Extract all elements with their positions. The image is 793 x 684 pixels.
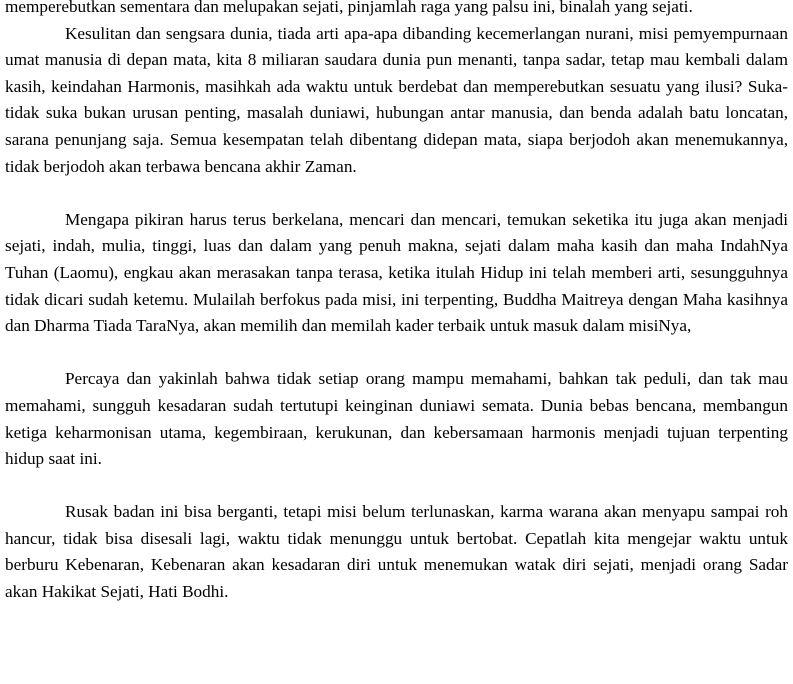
document-body <box>5 0 788 606</box>
paragraph-continuation: memperebutkan sementara dan melupakan sejati, pinjamlah raga yang palsu ini, binalah yang sejati. <box>5 0 693 16</box>
paragraph-percaya: Percaya dan yakinlah bahwa tidak setiap orang mampu memahami, bahkan tak peduli, dan tak mau memahami, sungguh kesadaran sudah tertutupi keinginan duniawi semata. Dunia bebas bencana, membangun ketiga keharmonisan utama, kegembiraan, kerukunan, dan kebersamaan harmonis menjadi tujuan terpenting hidup saat ini. <box>5 369 788 469</box>
paragraph-spacer <box>5 340 788 367</box>
paragraph-spacer <box>5 473 788 500</box>
paragraph-spacer <box>5 180 788 207</box>
paragraph-kesulitan: Kesulitan dan sengsara dunia, tiada arti apa-apa dibanding kecemerlangan nurani, misi pemyempurnaan umat manusia di depan mata, kita 8 miliaran saudara dunia pun menanti, tanpa sadar, tetap mau kembali dalam kasih, keindahan Harmonis, masihkah ada waktu untuk berdebat dan memperebutkan sesuatu yang ilusi? Suka-tidak suka bukan urusan penting, masalah duniawi, hubungan antar manusia, dan benda adalah batu loncatan, sarana penunjang saja. Semua kesempatan telah dibentang didepan mata, siapa berjodoh akan menemukannya, tidak berjodoh akan terbawa bencana akhir Zaman. <box>5 23 788 176</box>
paragraph-rusak: Rusak badan ini bisa berganti, tetapi misi belum terlunaskan, karma warana akan menyapu sampai roh hancur, tidak bisa disesali lagi, waktu tidak menunggu untuk bertobat. Cepatlah kita mengejar waktu untuk berburu Kebenaran, Kebenaran akan kesadaran diri untuk menemukan watak diri sejati, menjadi orang Sadar akan Hakikat Sejati, Hati Bodhi. <box>5 502 788 602</box>
paragraph-mengapa: Mengapa pikiran harus terus berkelana, mencari dan mencari, temukan seketika itu juga akan menjadi sejati, indah, mulia, tinggi, luas dan dalam yang penuh makna, sejati dalam maha kasih dan maha IndahNya Tuhan (Laomu), engkau akan merasakan tanpa terasa, ketika itulah Hidup ini telah memberi arti, sesungguhnya tidak dicari sudah ketemu. Mulailah berfokus pada misi, ini terpenting, Buddha Maitreya dengan Maha kasihnya dan Dharma Tiada TaraNya, akan memilih dan memilah kader terbaik untuk masuk dalam misiNya, <box>5 209 788 336</box>
